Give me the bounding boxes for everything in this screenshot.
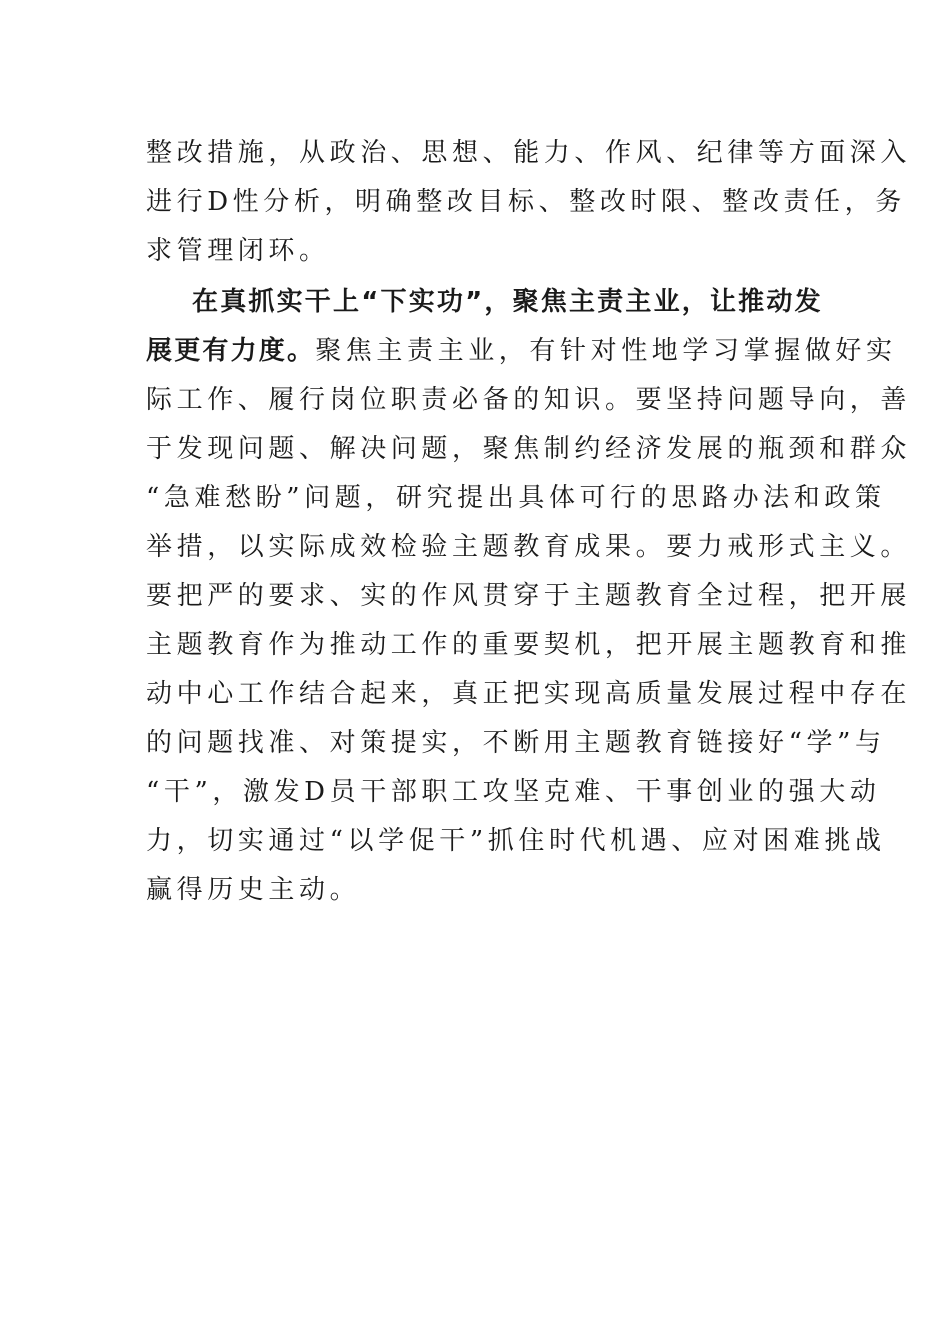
text-line: 求管理闭环。: [146, 236, 330, 266]
text-line: 的问题找准、对策提实，不断用主题教育链接好“学”与: [146, 728, 886, 758]
text-line: 动中心工作结合起来，真正把实现高质量发展过程中存在: [146, 679, 912, 709]
text-line: 际工作、履行岗位职责必备的知识。要坚持问题导向，善: [146, 385, 912, 415]
paragraph-heading-end: 展更有力度。: [146, 336, 316, 366]
text-line: “急难愁盼”问题，研究提出具体可行的思路办法和政策: [146, 483, 886, 513]
text-line: 力，切实通过“以学促干”抓住时代机遇、应对困难挑战: [146, 826, 886, 856]
text-line: 于发现问题、解决问题，聚焦制约经济发展的瓶颈和群众: [146, 434, 912, 464]
text-line: “干”，激发D员干部职工攻坚克难、干事创业的强大动: [146, 777, 881, 807]
text-line: 整改措施，从政治、思想、能力、作风、纪律等方面深入: [146, 138, 912, 168]
text-line: 要把严的要求、实的作风贯穿于主题教育全过程，把开展: [146, 581, 912, 611]
text-line: 进行D性分析，明确整改目标、整改时限、整改责任，务: [146, 187, 906, 217]
text-line: 主题教育作为推动工作的重要契机，把开展主题教育和推: [146, 630, 912, 660]
text-line: 举措，以实际成效检验主题教育成果。要力戒形式主义。: [146, 532, 912, 562]
text-line-rest: 聚焦主责主业，有针对性地学习掌握做好实: [315, 336, 897, 366]
paragraph-rectification: [146, 129, 912, 276]
paragraph-heading: 在真抓实干上“下实功”，聚焦主责主业，让推动发: [192, 287, 823, 317]
paragraph-practical-work: [146, 278, 912, 915]
text-line: 赢得历史主动。: [146, 875, 361, 905]
text-line: [146, 327, 897, 376]
